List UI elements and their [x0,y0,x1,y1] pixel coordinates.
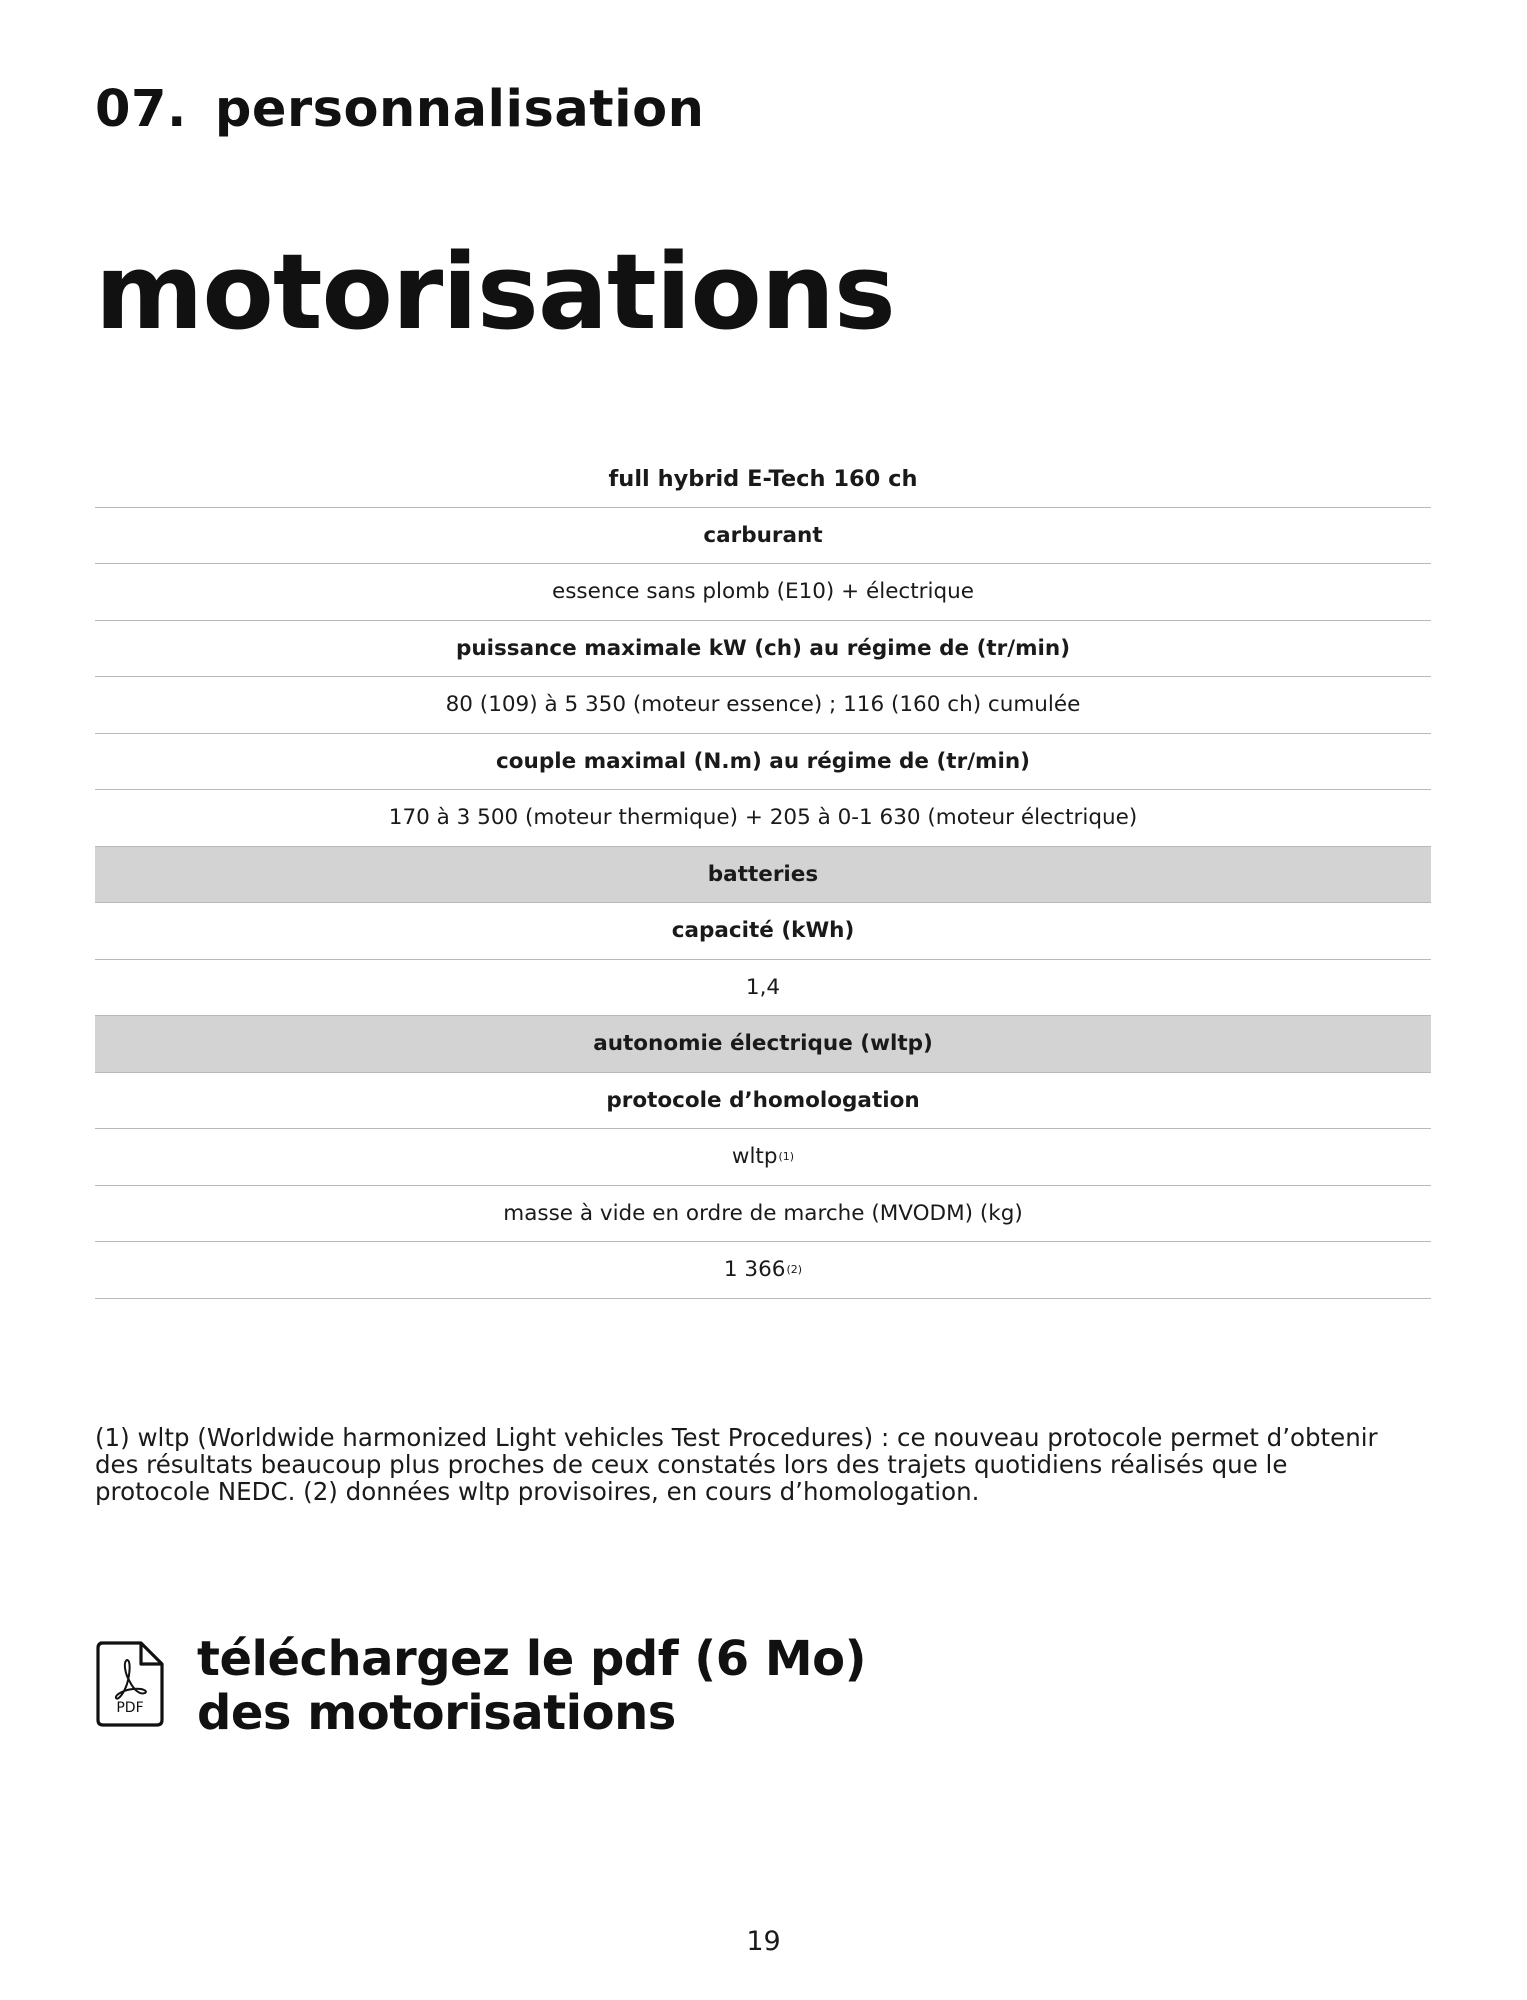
capacity-label-row: capacité (kWh) [95,903,1431,960]
range-section-row: autonomie électrique (wltp) [95,1016,1431,1073]
torque-label-row: couple maximal (N.m) au régime de (tr/min) [95,734,1431,791]
engine-title-row: full hybrid E-Tech 160 ch [95,451,1431,508]
download-pdf-link[interactable] [95,1632,866,1740]
section-number: 07. [95,80,187,139]
power-value-row: 80 (109) à 5 350 (moteur essence) ; 116 (160 ch) cumulée [95,677,1431,734]
download-text[interactable] [197,1632,866,1740]
download-line-1: téléchargez le pdf (6 Mo) [197,1631,867,1687]
section-heading [95,80,704,139]
pdf-file-icon[interactable] [95,1640,165,1728]
power-label-row: puissance maximale kW (ch) au régime de (tr/min) [95,621,1431,678]
section-label: personnalisation [214,80,705,139]
protocol-value: wltp [731,1144,778,1170]
torque-value-row: 170 à 3 500 (moteur thermique) + 205 à 0-1 630 (moteur électrique) [95,790,1431,847]
protocol-value-row: wltp (1) [95,1129,1431,1186]
footnote-text: (1) wltp (Worldwide harmonized Light vehicles Test Procedures) : ce nouveau protocole permet d’obtenir des résultats beaucoup plus proches de ceux constatés lors des trajets quotidiens réalisés que le protocole NEDC. (2) données wltp provisoires, en cours d’homologation. [95,1423,1378,1506]
page-title: motorisations [95,231,895,353]
pdf-icon-label: PDF [116,1700,144,1716]
page-number: 19 [746,1926,781,1957]
fuel-value-row: essence sans plomb (E10) + électrique [95,564,1431,621]
specifications-table [95,451,1431,1299]
batteries-section-row: batteries [95,847,1431,904]
capacity-value-row: 1,4 [95,960,1431,1017]
protocol-label-row: protocole d’homologation [95,1073,1431,1130]
mass-value: 1 366 [723,1257,786,1283]
mass-value-row: 1 366 (2) [95,1242,1431,1299]
fuel-label-row: carburant [95,508,1431,565]
download-line-2: des motorisations [197,1685,676,1741]
mass-label-row: masse à vide en ordre de marche (MVODM) (kg) [95,1186,1431,1243]
